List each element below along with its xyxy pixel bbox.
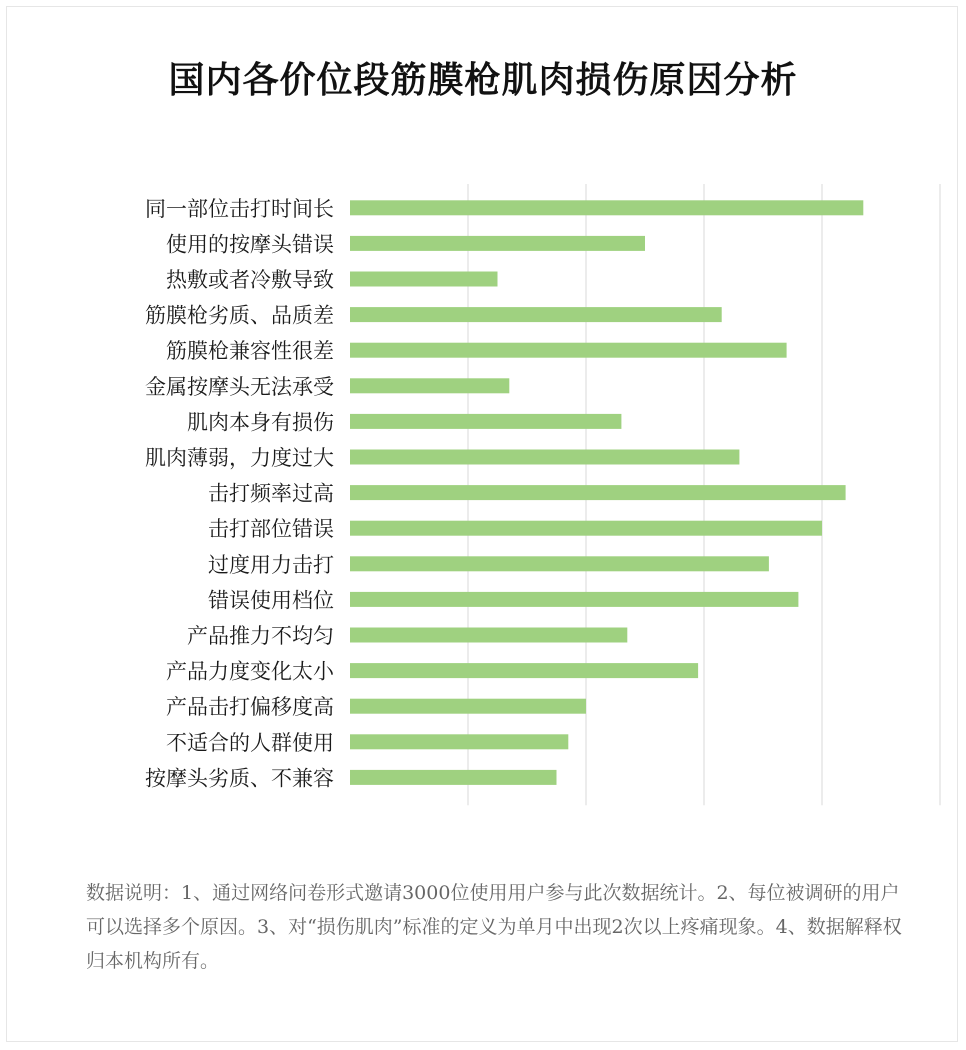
chart-title: 国内各价位段筋膜枪肌肉损伤原因分析 (168, 60, 798, 101)
bar (350, 414, 621, 429)
category-label: 不适合的人群使用 (166, 730, 334, 755)
footnote: 数据说明：1、通过网络问卷形式邀请3000位使用用户参与此次数据统计。2、每位被调研的用户可以选择多个原因。3、对“损伤肌肉”标准的定义为单月中出现2次以上疼痛现象。4、数据解释权归本机构所有。 (86, 882, 902, 972)
bar (350, 307, 722, 322)
category-label: 按摩头劣质、不兼容 (145, 766, 334, 791)
bar (350, 378, 509, 393)
category-label: 肌肉本身有损伤 (187, 410, 334, 435)
category-label: 金属按摩头无法承受 (145, 374, 334, 399)
bar (350, 485, 846, 500)
bar (350, 236, 645, 251)
bar (350, 663, 698, 678)
bar (350, 628, 627, 643)
bar (350, 521, 822, 536)
category-label: 产品力度变化太小 (166, 659, 334, 684)
category-label: 同一部位击打时间长 (145, 196, 334, 221)
category-label: 击打频率过高 (208, 481, 334, 506)
bar (350, 734, 568, 749)
bar (350, 450, 739, 465)
bar (350, 592, 798, 607)
category-label: 错误使用档位 (208, 588, 334, 613)
category-label: 击打部位错误 (208, 517, 334, 542)
bar (350, 200, 863, 215)
bar (350, 770, 557, 785)
bar (350, 556, 769, 571)
bar (350, 699, 586, 714)
category-label: 产品推力不均匀 (187, 624, 334, 648)
bar (350, 272, 498, 287)
category-label: 肌肉薄弱，力度过大 (145, 446, 334, 470)
category-label: 筋膜枪劣质、品质差 (145, 303, 334, 328)
category-label: 热敷或者冷敷导致 (166, 268, 334, 292)
category-label: 过度用力击打 (208, 552, 334, 577)
category-label: 筋膜枪兼容性很差 (166, 339, 334, 364)
bar-chart (0, 170, 966, 810)
category-label: 产品击打偏移度高 (166, 695, 334, 720)
bar (350, 343, 787, 358)
category-label: 使用的按摩头错误 (166, 232, 334, 257)
